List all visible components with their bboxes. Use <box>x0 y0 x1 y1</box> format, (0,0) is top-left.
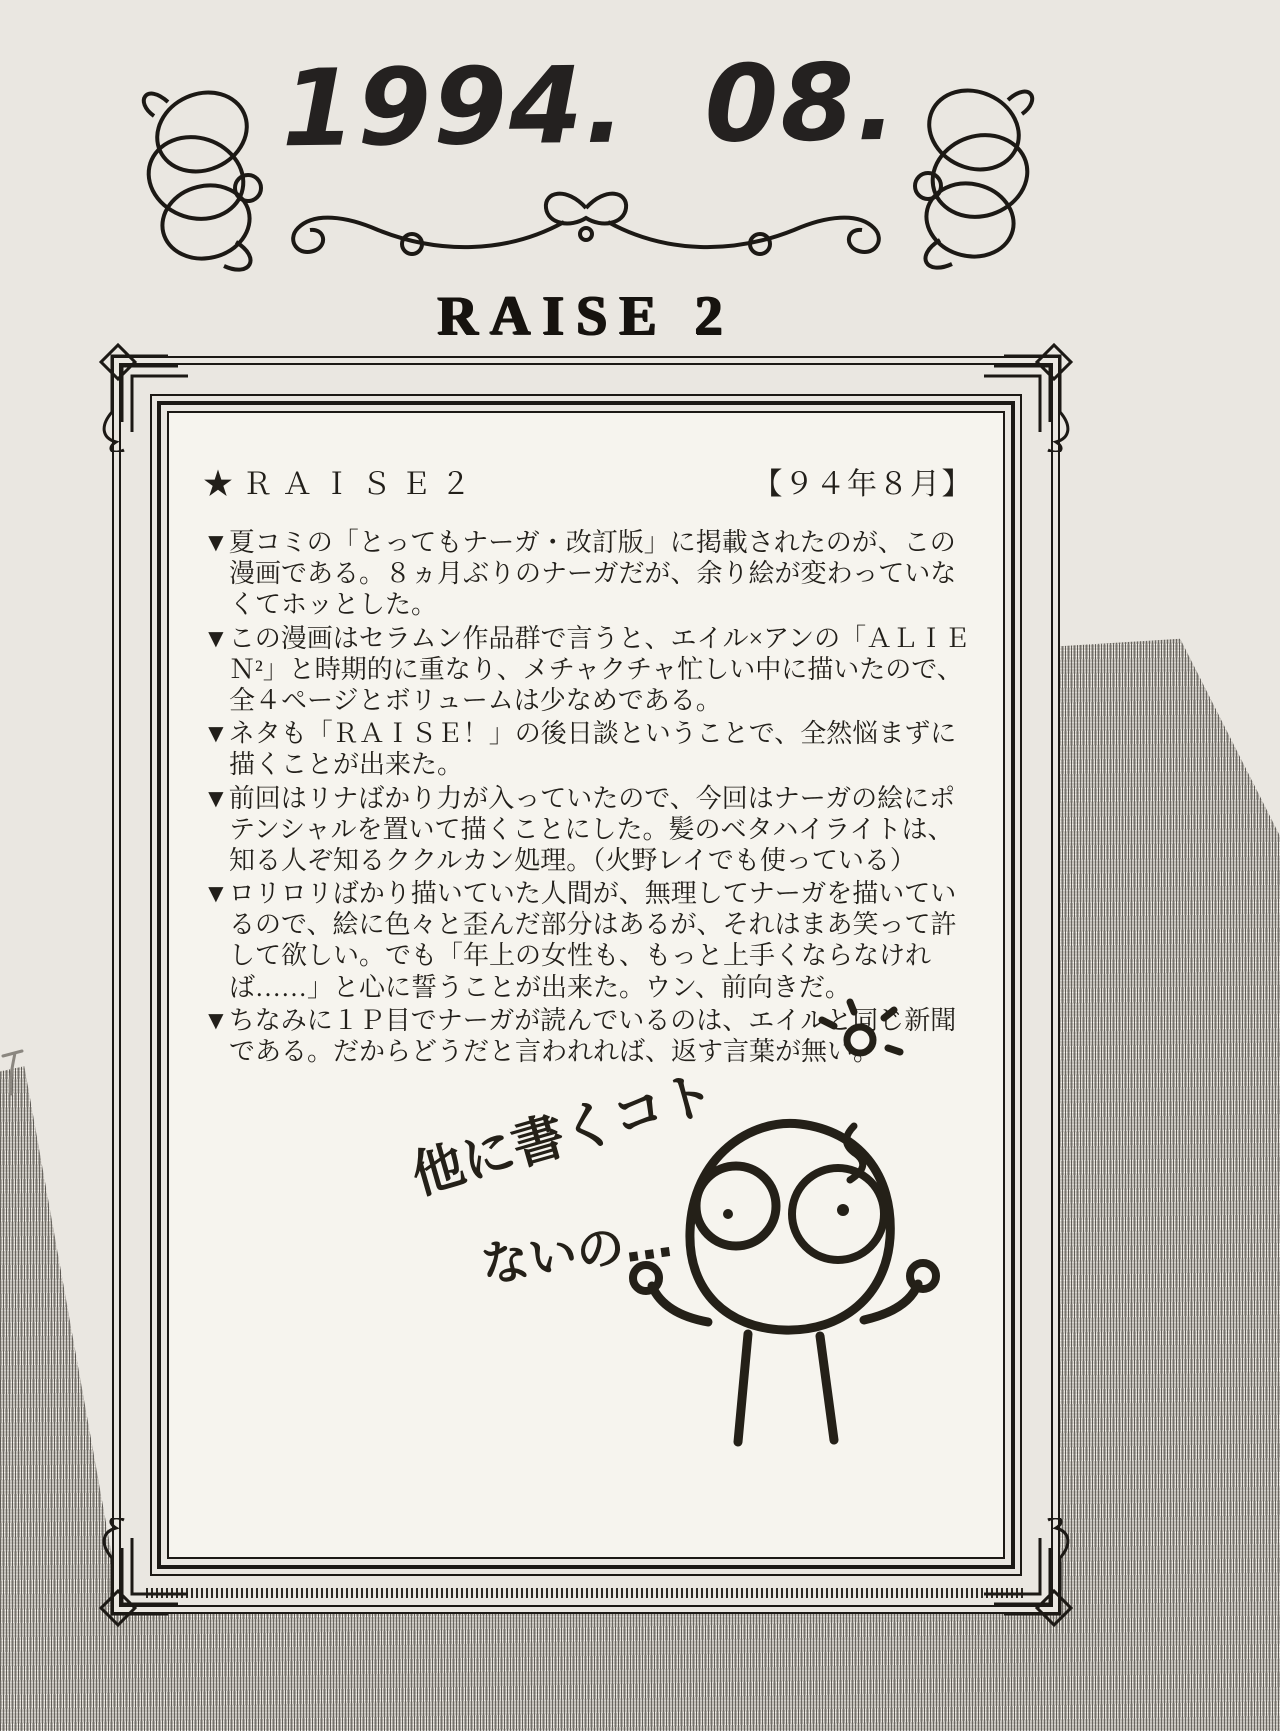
doodle-text-line1: 他に書くコト <box>405 1062 722 1207</box>
doodle-text-line2: ないの… <box>477 1211 676 1295</box>
afterword-paragraphs <box>203 527 973 1067</box>
ornamental-frame <box>112 356 1060 1614</box>
pencil-mark <box>0 1048 30 1104</box>
page-title: 1994. 08. <box>280 40 900 171</box>
panel-heading: ★ＲＡＩＳＥ２ <box>203 468 481 501</box>
flourish-left-icon <box>124 70 280 284</box>
paragraph: ▼ネタも「ＲＡＩＳＥ！」の後日談ということで、全然悩まずに描くことが出来た。 <box>203 719 957 780</box>
panel-heading-row <box>203 459 973 503</box>
paragraph: ▼夏コミの「とってもナーガ・改訂版」に掲載されたのが、この漫画である。８ヵ月ぶりのナーガだが、余り絵が変わっていなくてホッとした。 <box>203 528 957 620</box>
paragraph: ▼ちなみに１Ｐ目でナーガが読んでいるのは、エイルと同じ新聞である。だからどうだと言われれば、返す言葉が無い。 <box>203 1005 957 1066</box>
paragraph: ▼ロリロリばかり描いていた人間が、無理してナーガを描いているので、絵に色々と歪んだ部分はあるが、それはまあ笑って許して欲しい。でも「年上の女性も、もっと上手くならなければ……」と心に誓うことが出来た。ウン、前向きだ。 <box>203 879 957 1002</box>
doodle-area <box>402 996 1022 1486</box>
paragraph: ▼前回はリナばかり力が入っていたので、今回はナーガの絵にポテンシャルを置いて描くことにした。髪のベタハイライトは、知る人ぞ知るククルカン処理。（火野レイでも使っている） <box>203 783 956 875</box>
series-title: RAISE 2 <box>437 285 735 347</box>
flourish-right-icon <box>896 68 1052 282</box>
frame-bottom-hatch <box>146 1588 1026 1598</box>
flourish-center-icon <box>262 182 910 268</box>
panel-heading-date: 【９４年８月】 <box>752 468 973 501</box>
paragraph: ▼この漫画はセラムン作品群で言うと、エイル×アンの「ＡＬＩＥＮ²」と時期的に重なり、メチャクチャ忙しい中に描いたので、全４ページとボリュームは少なめである。 <box>203 623 971 715</box>
